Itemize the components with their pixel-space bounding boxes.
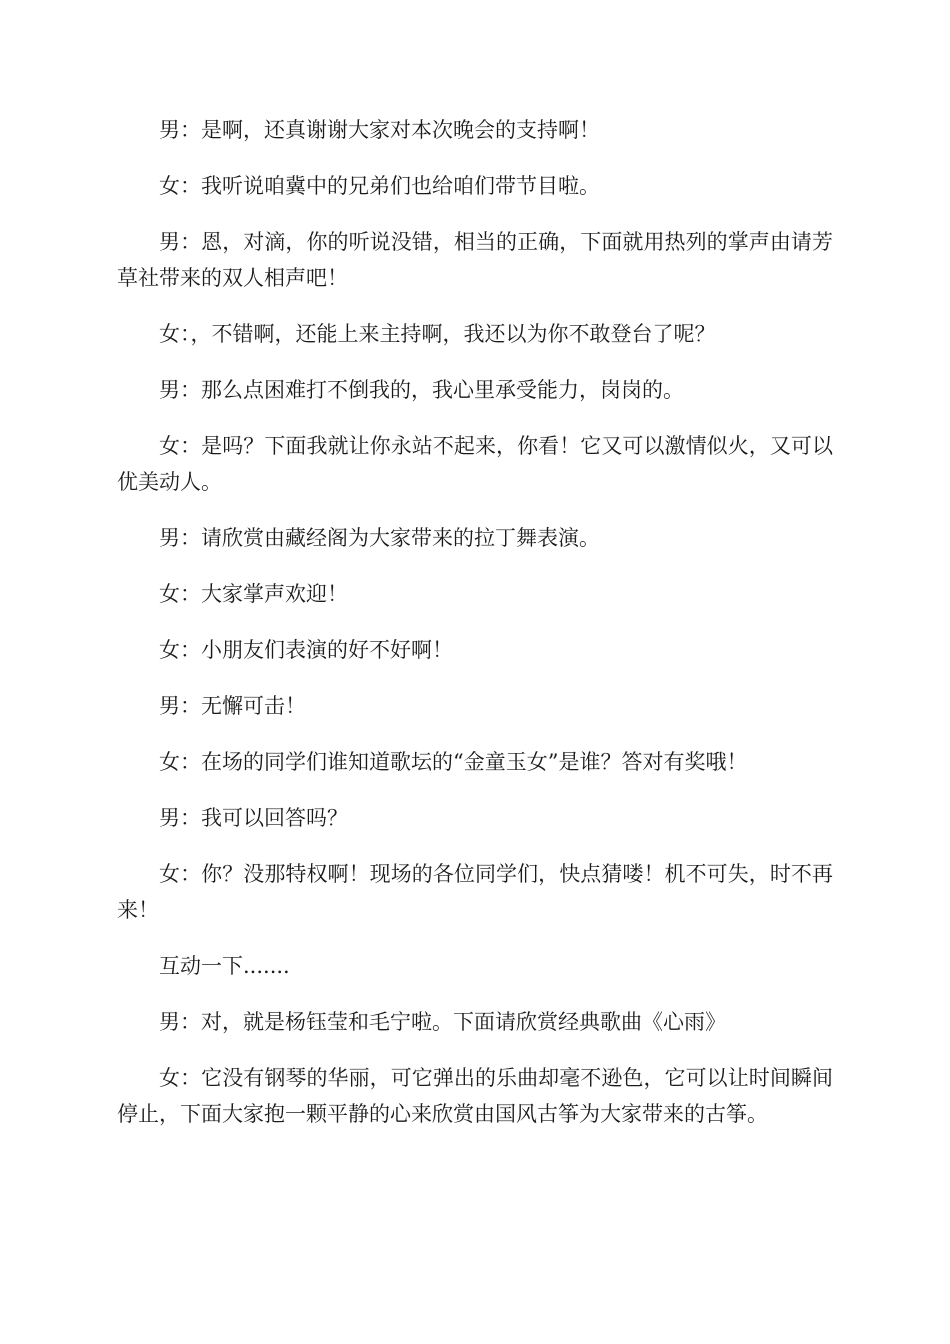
paragraph: 女：小朋友们表演的好不好啊！ bbox=[159, 638, 453, 662]
paragraph: 女：它没有钢琴的华丽，可它弹出的乐曲却毫不逊色，它可以让时间瞬间停止，下面大家抱一颗平静的心来欣赏由国风古筝为大家带来的古筝。 bbox=[117, 1066, 833, 1126]
paragraph: 男：无懈可击！ bbox=[159, 694, 306, 718]
paragraph: 男：那么点困难打不倒我的，我心里承受能力，岗岗的。 bbox=[159, 378, 684, 402]
paragraph: 女：大家掌声欢迎！ bbox=[159, 582, 348, 606]
paragraph: 互动一下....... bbox=[159, 954, 290, 978]
paragraph: 男：是啊，还真谢谢大家对本次晚会的支持啊！ bbox=[159, 118, 600, 142]
document-body bbox=[117, 112, 833, 1152]
paragraph: 女：我听说咱冀中的兄弟们也给咱们带节目啦。 bbox=[159, 174, 600, 198]
paragraph: 女：是吗？下面我就让你永站不起来，你看！它又可以激情似火，又可以优美动人。 bbox=[117, 434, 833, 494]
paragraph: 男：恩，对滴，你的听说没错，相当的正确，下面就用热列的掌声由请芳草社带来的双人相声吧！ bbox=[117, 230, 833, 290]
paragraph: 女：，不错啊，还能上来主持啊，我还以为你不敢登台了呢？ bbox=[159, 322, 716, 346]
paragraph: 男：请欣赏由藏经阁为大家带来的拉丁舞表演。 bbox=[159, 526, 600, 550]
paragraph: 女：你？没那特权啊！现场的各位同学们，快点猜喽！机不可失，时不再来！ bbox=[117, 862, 833, 922]
paragraph: 男：我可以回答吗？ bbox=[159, 806, 348, 830]
paragraph: 女：在场的同学们谁知道歌坛的“金童玉女”是谁？答对有奖哦！ bbox=[159, 750, 748, 774]
paragraph: 男：对，就是杨钰莹和毛宁啦。下面请欣赏经典歌曲《心雨》 bbox=[159, 1010, 726, 1034]
